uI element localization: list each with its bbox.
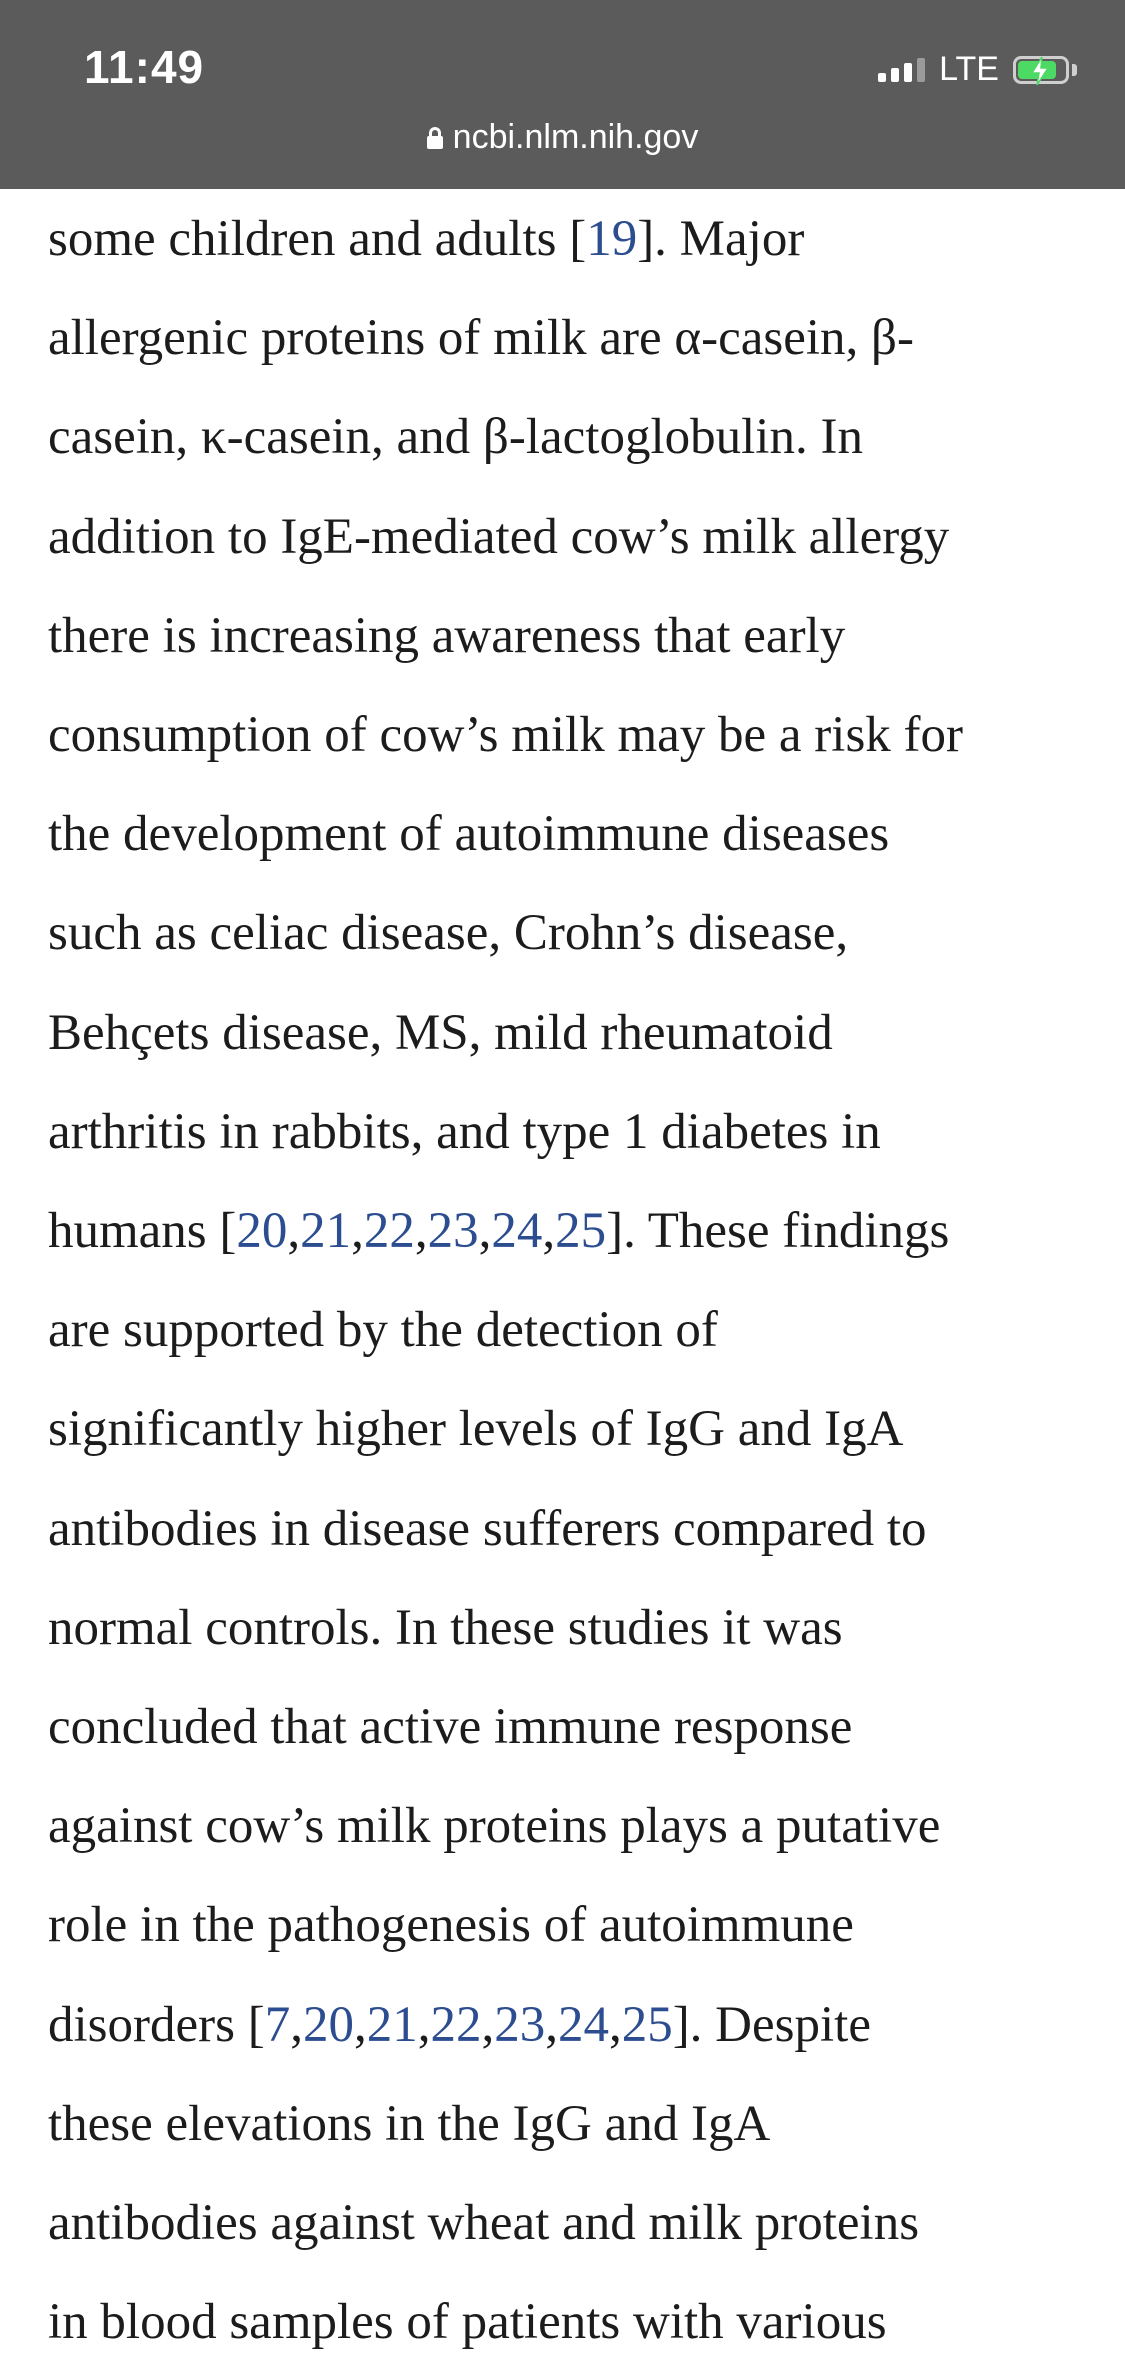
text-line: [48, 1380, 1088, 1479]
text-run: allergenic proteins of milk are α-casein, β-: [48, 310, 914, 367]
text-run: these elevations in the IgG and IgA: [48, 2095, 771, 2152]
text-line: [48, 686, 1088, 785]
text-run: normal controls. In these studies it was: [48, 1599, 843, 1656]
reference-link[interactable]: 24: [491, 1203, 543, 1260]
text-line: [48, 2075, 1088, 2174]
text-line: [48, 1182, 1088, 1281]
text-run: ,: [542, 1203, 556, 1260]
reference-link[interactable]: 22: [363, 1203, 415, 1260]
text-line: [48, 587, 1088, 686]
reference-link[interactable]: 23: [494, 1996, 546, 2053]
text-line: [48, 984, 1088, 1083]
url-domain[interactable]: ncbi.nlm.nih.gov: [452, 118, 699, 156]
text-line: [48, 1876, 1088, 1975]
reference-link[interactable]: 21: [300, 1203, 352, 1260]
text-line: [48, 884, 1088, 983]
text-run: ]. Major: [637, 211, 805, 267]
text-line: [48, 2273, 1088, 2372]
text-run: ]. These findings: [606, 1203, 950, 1260]
text-line: [48, 388, 1088, 487]
text-run: against cow’s milk proteins plays a putative: [48, 1798, 941, 1855]
text-run: ,: [478, 1203, 492, 1260]
reference-link[interactable]: 19: [586, 211, 638, 267]
text-run: ,: [481, 1996, 495, 2053]
text-run: arthritis in rabbits, and type 1 diabetes in: [48, 1103, 881, 1160]
lock-icon: [427, 127, 443, 149]
status-time: 11:49: [84, 41, 205, 93]
text-run: such as celiac disease, Crohn’s disease,: [48, 905, 849, 962]
text-line: [48, 1281, 1088, 1380]
text-run: ,: [290, 1996, 303, 2053]
url-bar[interactable]: [0, 118, 1125, 157]
text-run: significantly higher levels of IgG and IgA: [48, 1401, 904, 1458]
text-run: Behçets disease, MS, mild rheumatoid: [48, 1004, 833, 1061]
text-line: [48, 1083, 1088, 1182]
text-line: [48, 1678, 1088, 1777]
text-run: ,: [608, 1996, 622, 2053]
text-run: disorders [: [48, 1996, 265, 2053]
reference-link[interactable]: 20: [236, 1203, 288, 1260]
text-line: [48, 2174, 1088, 2273]
text-run: humans [: [48, 1203, 237, 1260]
signal-bar: [917, 58, 925, 82]
signal-bars-icon: [878, 58, 925, 82]
text-run: ,: [417, 1996, 431, 2053]
reference-link[interactable]: 23: [427, 1203, 479, 1260]
battery-charging-icon: [1013, 56, 1069, 84]
text-run: ,: [353, 1996, 367, 2053]
text-line: [48, 488, 1088, 587]
text-run: addition to IgE-mediated cow’s milk allergy: [48, 508, 950, 565]
text-run: some children and adults [: [48, 211, 587, 267]
text-run: casein, κ-casein, and β-lactoglobulin. In: [48, 409, 863, 466]
signal-bar: [904, 63, 912, 82]
text-run: there is increasing awareness that early: [48, 607, 846, 664]
text-run: consumption of cow’s milk may be a risk for: [48, 707, 964, 764]
signal-bar: [878, 73, 886, 82]
text-line: [48, 1480, 1088, 1579]
reference-link[interactable]: 25: [555, 1203, 607, 1260]
network-type: LTE: [939, 50, 999, 88]
text-line: [48, 1579, 1088, 1678]
text-run: role in the pathogenesis of autoimmune: [48, 1897, 854, 1954]
status-bar: [0, 0, 1125, 189]
text-line: [48, 1976, 1088, 2075]
text-run: ,: [545, 1996, 558, 2053]
reference-link[interactable]: 24: [557, 1996, 609, 2053]
article-body: [48, 190, 1088, 2372]
charging-bolt-icon: [1028, 56, 1052, 86]
battery-cap: [1072, 64, 1077, 76]
reference-link[interactable]: 22: [430, 1996, 482, 2053]
text-line: [48, 190, 1088, 289]
text-run: are supported by the detection of: [48, 1302, 718, 1359]
text-run: ,: [351, 1203, 364, 1260]
reference-link[interactable]: 25: [621, 1996, 673, 2053]
text-run: in blood samples of patients with various: [48, 2294, 887, 2351]
reference-link[interactable]: 20: [302, 1996, 354, 2053]
text-run: concluded that active immune response: [48, 1699, 853, 1756]
text-run: ,: [414, 1203, 428, 1260]
text-run: antibodies in disease sufferers compared to: [48, 1500, 927, 1557]
text-line: [48, 289, 1088, 388]
text-run: ,: [287, 1203, 301, 1260]
text-run: antibodies against wheat and milk proteins: [48, 2195, 920, 2252]
status-indicators: [878, 50, 1077, 89]
reference-link[interactable]: 7: [264, 1996, 291, 2053]
text-line: [48, 785, 1088, 884]
signal-bar: [891, 68, 899, 82]
text-run: the development of autoimmune diseases: [48, 806, 890, 863]
text-run: ]. Despite: [672, 1996, 871, 2053]
text-line: [48, 1777, 1088, 1876]
reference-link[interactable]: 21: [366, 1996, 418, 2053]
